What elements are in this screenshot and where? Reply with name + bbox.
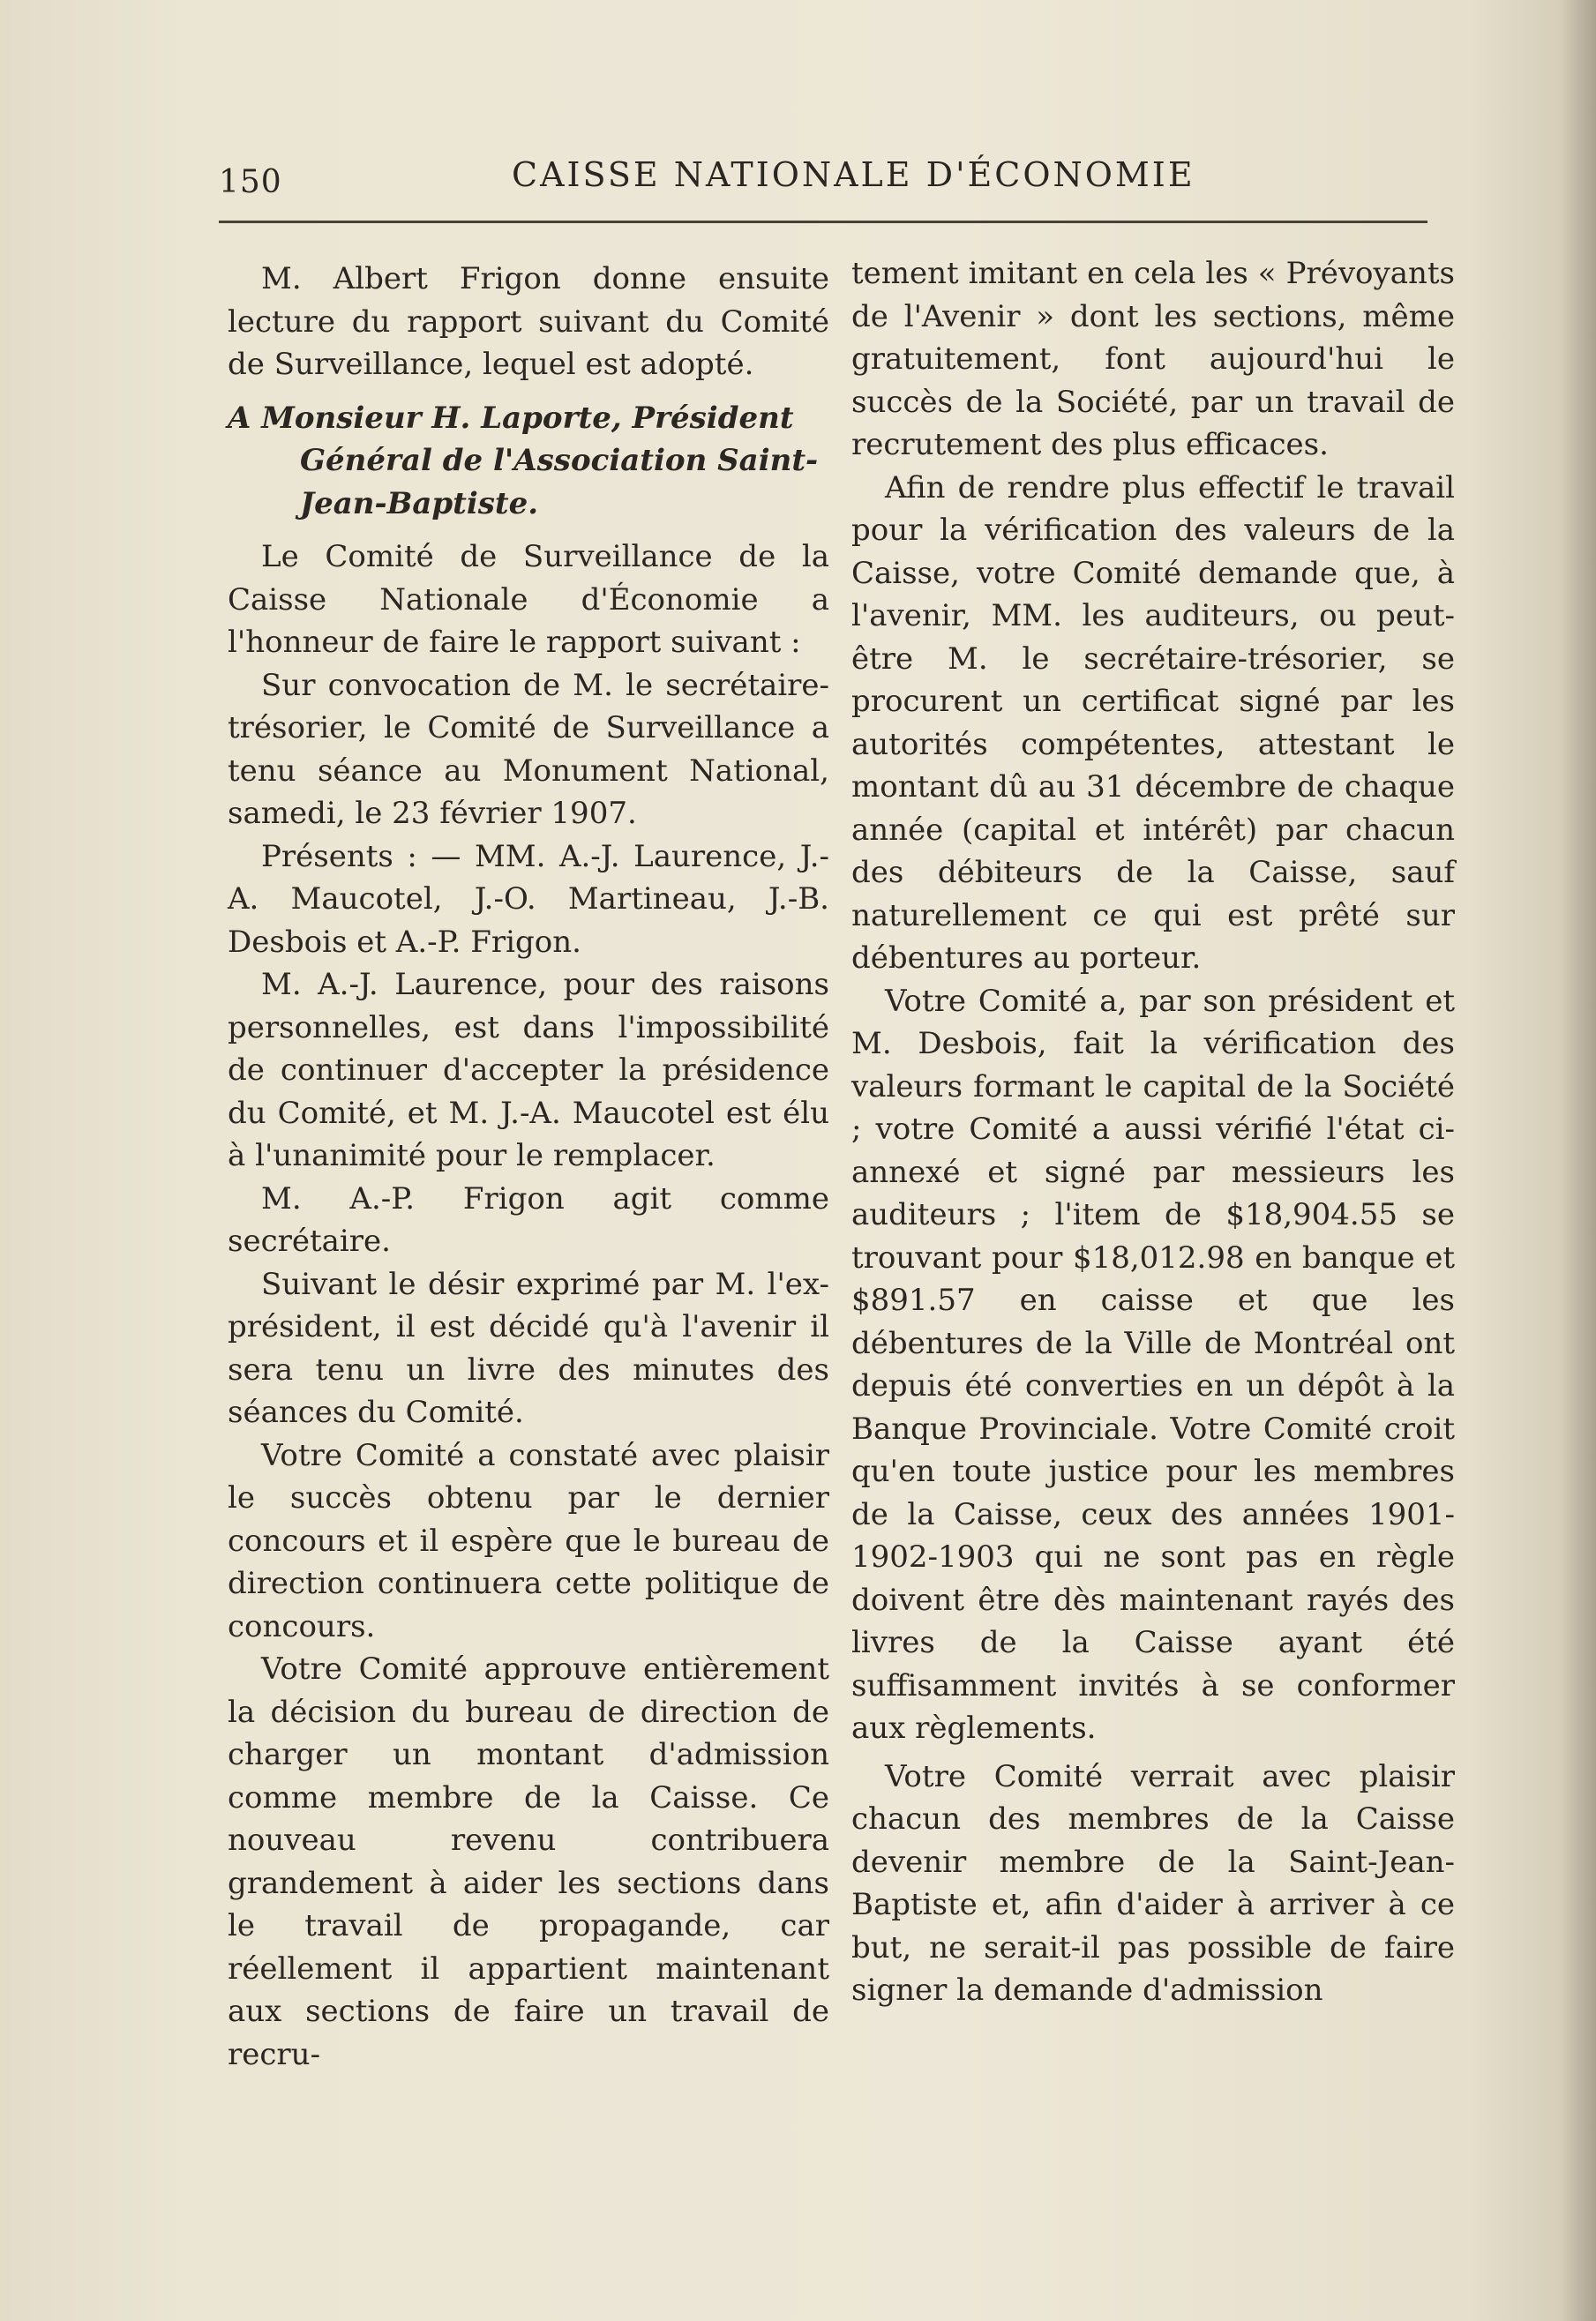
header-rule	[219, 221, 1427, 223]
paragraph: Votre Comité approuve entièrement la décision du bureau de direction de charger un montant d'admission comme membre de la Caisse. Ce nouveau revenu contribuera grandement à aider les sections dans le travail de propagande, car réellement il appartient maintenant aux sections de faire un travail de recru-	[228, 1651, 829, 2072]
paragraph: M. Albert Frigon donne ensuite lecture du rapport suivant du Comité de Surveillance, lequel est adopté.	[228, 261, 829, 382]
paragraph: Afin de rendre plus effectif le travail pour la vérification des valeurs de la Caisse, votre Comité demande que, à l'avenir, MM. les auditeurs, ou peut-être M. le secrétaire-trésorier, se procurent un certificat signé par les autorités compétentes, attestant le montant dû au 31 décembre de chaque année (capital et intérêt) par chacun des débiteurs de la Caisse, sauf naturellement ce qui est prêté sur débentures au porteur.	[851, 469, 1455, 976]
paragraph: Votre Comité verrait avec plaisir chacun des membres de la Caisse devenir membre de la Saint-Jean-Baptiste et, afin d'aider à arriver à ce but, ne serait-il pas possible de faire signer la demande d'admission	[851, 1758, 1455, 2008]
paragraph: Sur convocation de M. le secrétaire-trésorier, le Comité de Surveillance a tenu séance au Monument National, samedi, le 23 février 1907.	[228, 667, 829, 831]
paragraph: M. A.-P. Frigon agit comme secrétaire.	[228, 1180, 829, 1259]
page-header	[219, 155, 1427, 208]
right-column	[851, 252, 1455, 2012]
paragraph: Votre Comité a constaté avec plaisir le succès obtenu par le dernier concours et il espère que le bureau de direction continuera cette politique de concours.	[228, 1437, 829, 1644]
paragraph: Présents : — MM. A.-J. Laurence, J.-A. Maucotel, J.-O. Martineau, J.-B. Desbois et A.-P. Frigon.	[228, 838, 829, 960]
report-addressee: A Monsieur H. Laporte, Président Général de l'Association Saint-Jean-Baptiste.	[228, 400, 819, 521]
running-head: CAISSE NATIONALE D'ÉCONOMIE	[512, 155, 1195, 194]
paragraph: tement imitant en cela les « Prévoyants de l'Avenir » dont les sections, même gratuitement, font aujourd'hui le succès de la Société, par un travail de recrutement des plus efficaces.	[851, 256, 1455, 462]
page-number: 150	[219, 164, 282, 200]
left-column	[228, 258, 829, 2076]
paragraph: Suivant le désir exprimé par M. l'ex-président, il est décidé qu'à l'avenir il sera tenu un livre des minutes des séances du Comité.	[228, 1266, 829, 1430]
paragraph: M. A.-J. Laurence, pour des raisons personnelles, est dans l'impossibilité de continuer d'accepter la présidence du Comité, et M. J.-A. Maucotel est élu à l'unanimité pour le remplacer.	[228, 967, 829, 1173]
page-edge-shadow	[1561, 0, 1596, 2321]
paragraph: Le Comité de Surveillance de la Caisse Nationale d'Économie a l'honneur de faire le rapport suivant :	[228, 539, 829, 660]
paragraph: Votre Comité a, par son président et M. Desbois, fait la vérification des valeurs formant le capital de la Société ; votre Comité a aussi vérifié l'état ci-annexé et signé par messieurs les auditeurs ; l'item de $18,904.55 se trouvant pour $18,012.98 en banque et $891.57 en caisse et que les débentures de la Ville de Montréal ont depuis été converties en un dépôt à la Banque Provinciale. Votre Comité croit qu'en toute justice pour les membres de la Caisse, ceux des années 1901-1902-1903 qui ne sont pas en règle doivent être dès maintenant rayés des livres de la Caisse ayant été suffisamment invités à se conformer aux règlements.	[851, 983, 1455, 1746]
